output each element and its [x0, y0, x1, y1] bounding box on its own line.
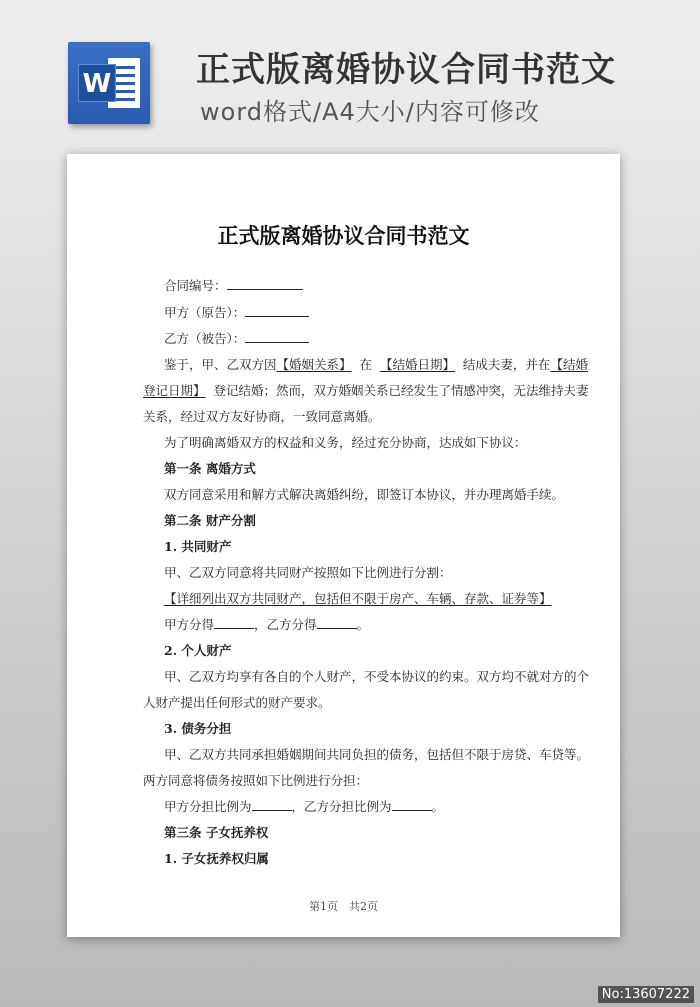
- article-2-2-title: 2. 个人财产: [164, 643, 232, 658]
- article-2-2-text-2: 人财产提出任何形式的财产要求。: [143, 695, 331, 710]
- intro-text: 鉴于，甲、乙双方因: [164, 357, 277, 372]
- word-logo-icon: [68, 42, 150, 124]
- party-a-blank: [245, 305, 309, 317]
- contract-number-line: [164, 276, 303, 294]
- article-3-title: 第三条 子女抚养权: [164, 825, 269, 840]
- intro-paragraph-line-1: [164, 355, 588, 373]
- split-text: 。: [356, 617, 370, 632]
- contract-number-blank: [227, 278, 303, 290]
- party-b-share-blank: [317, 617, 357, 629]
- header-subtitle: word格式/A4大小/内容可修改: [200, 98, 540, 126]
- party-a-debt-blank: [252, 799, 292, 811]
- split-text: 甲方分得: [164, 617, 215, 632]
- marriage-date-field: 【结婚日期】: [379, 357, 455, 372]
- article-2-3-text-1: 甲、乙双方共同承担婚姻期间共同负担的债务，包括但不限于房贷、车贷等。: [164, 747, 590, 762]
- article-2-title: 第二条 财产分割: [164, 513, 256, 528]
- party-a-line: [164, 303, 309, 321]
- header-title: 正式版离婚协议合同书范文: [196, 50, 616, 90]
- party-b-blank: [245, 331, 309, 343]
- article-1-text: 双方同意采用和解方式解决离婚纠纷，即签订本协议，并办理离婚手续。: [164, 487, 565, 502]
- intro-paragraph-line-3: 关系，经过双方友好协商，一致同意离婚。: [143, 409, 381, 424]
- party-b-label: 乙方（被告）：: [164, 331, 246, 346]
- split-text: 。: [431, 799, 445, 814]
- article-2-1-detail: 【详细列出双方共同财产，包括但不限于房产、车辆、存款、证券等】: [164, 591, 552, 606]
- intro-text: 在: [359, 357, 372, 372]
- word-letter-badge: W: [78, 64, 116, 102]
- intro-paragraph-line-4: 为了明确离婚双方的权益和义务，经过充分协商，达成如下协议：: [164, 435, 527, 450]
- document-page: [67, 154, 620, 937]
- party-a-label: 甲方（原告）：: [164, 305, 246, 320]
- party-a-share-blank: [214, 617, 254, 629]
- article-2-3-text-2: 两方同意将债务按照如下比例进行分担：: [143, 773, 369, 788]
- party-b-line: [164, 329, 309, 347]
- article-2-3-split: [164, 797, 444, 815]
- party-b-debt-blank: [392, 799, 432, 811]
- split-text: 甲方分担比例为: [164, 799, 252, 814]
- split-text: ，乙方分担比例为: [291, 799, 392, 814]
- intro-text: 登记结婚；然而，双方婚姻关系已经发生了情感冲突，无法维持夫妻: [213, 383, 589, 398]
- article-3-1-title: 1. 子女抚养权归属: [164, 851, 269, 866]
- page-number-footer: 第1页 共2页: [309, 900, 378, 913]
- article-2-1-split: [164, 615, 369, 633]
- split-text: ，乙方分得: [254, 617, 317, 632]
- document-title: 正式版离婚协议合同书范文: [217, 223, 470, 248]
- image-id-label: No:13607222: [598, 986, 694, 1003]
- article-1-title: 第一条 离婚方式: [164, 461, 256, 476]
- intro-text: 结成夫妻，并在: [462, 357, 551, 372]
- registration-date-field: 登记日期】: [143, 383, 206, 398]
- article-2-3-title: 3. 债务分担: [164, 721, 232, 736]
- article-2-1-title: 1. 共同财产: [164, 539, 232, 554]
- registration-date-field: 【结婚: [550, 357, 588, 372]
- intro-paragraph-line-2: [143, 381, 588, 399]
- article-2-2-text-1: 甲、乙双方均享有各自的个人财产，不受本协议的约束。双方均不就对方的个: [164, 669, 590, 684]
- contract-number-label: 合同编号：: [164, 278, 227, 293]
- article-2-1-text: 甲、乙双方同意将共同财产按照如下比例进行分割：: [164, 565, 452, 580]
- marriage-relation-field: 【婚姻关系】: [276, 357, 352, 372]
